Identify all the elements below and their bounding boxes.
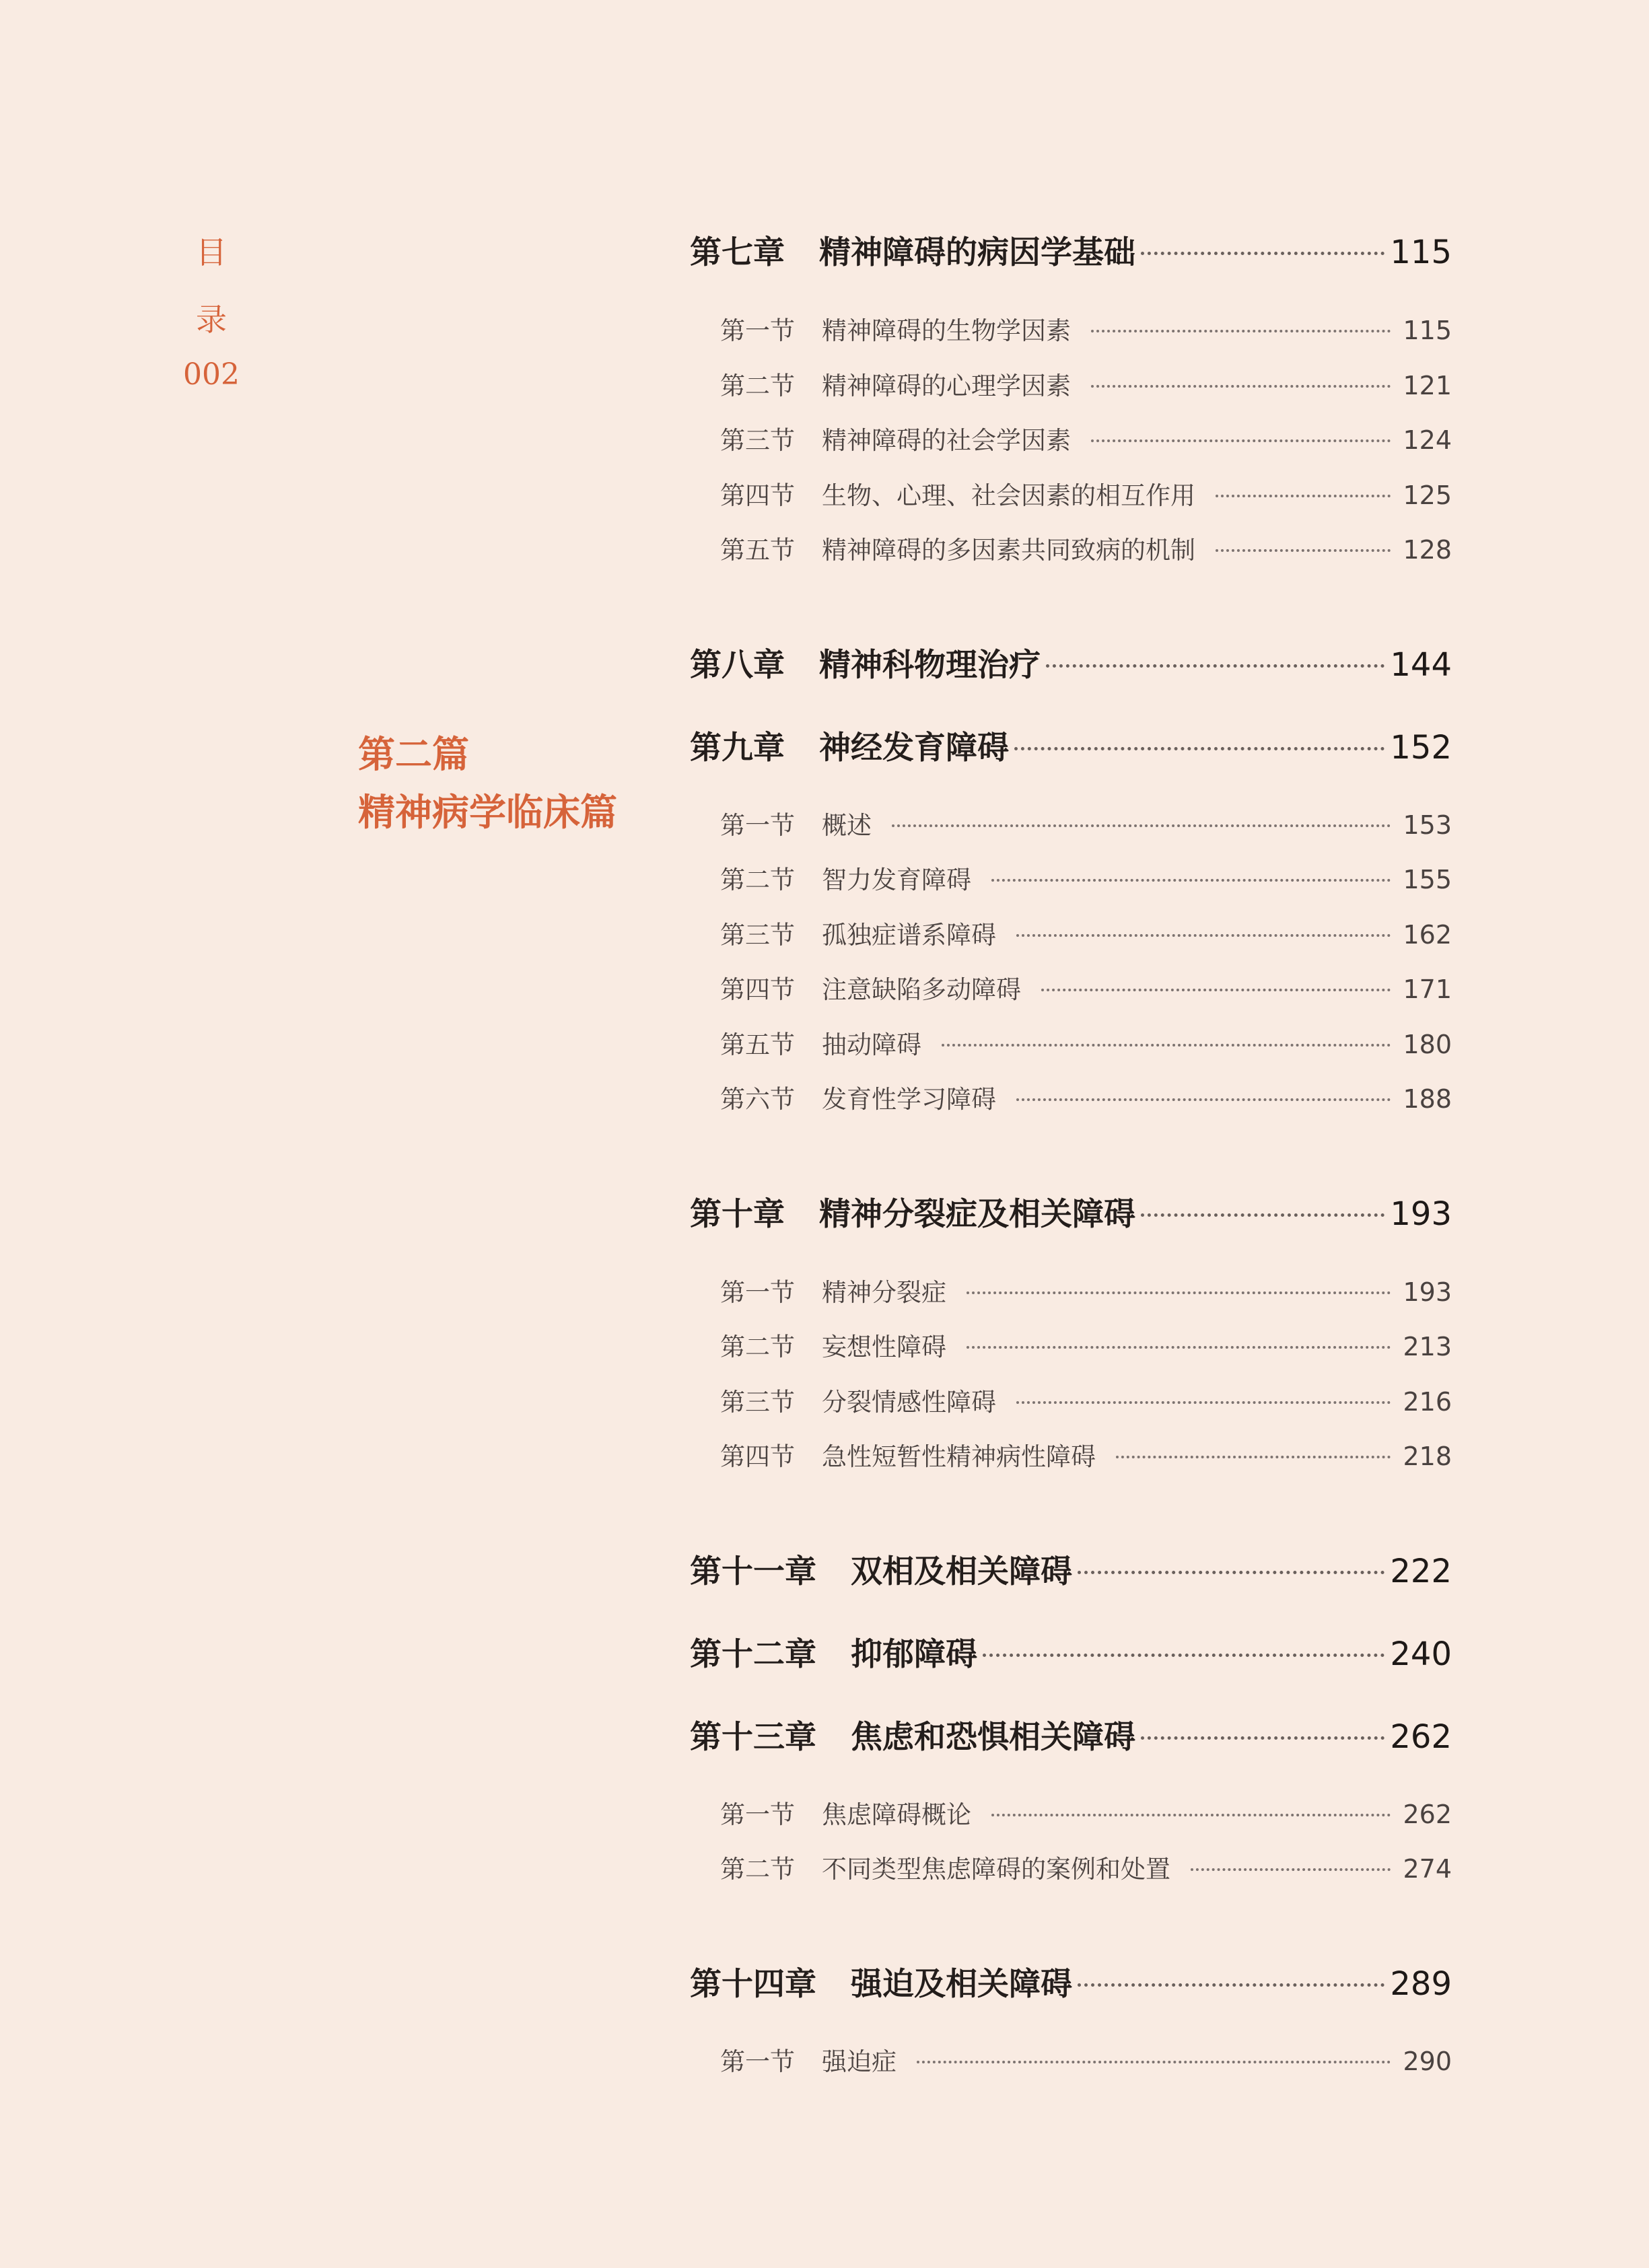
section-number: 第一节 bbox=[720, 2047, 795, 2076]
chapter-page: 152 bbox=[1390, 729, 1452, 767]
toc-chapter[interactable] bbox=[690, 1194, 1452, 1234]
section-number: 第一节 bbox=[720, 811, 795, 840]
leader-dots bbox=[967, 1291, 1391, 1294]
chapter-number: 第九章 bbox=[690, 730, 785, 767]
leader-dots bbox=[1216, 495, 1391, 497]
chapter-title: 强迫及相关障碍 bbox=[851, 1966, 1072, 2003]
section-number: 第二节 bbox=[720, 1855, 795, 1884]
leader-dots bbox=[892, 824, 1391, 827]
section-title: 焦虑障碍概论 bbox=[822, 1800, 971, 1829]
toc-section[interactable] bbox=[720, 479, 1452, 512]
toc-chapter[interactable] bbox=[690, 1551, 1452, 1592]
leader-dots bbox=[1141, 1736, 1384, 1740]
chapter-number: 第八章 bbox=[690, 647, 785, 684]
leader-dots bbox=[1078, 1571, 1384, 1574]
section-title: 精神障碍的生物学因素 bbox=[822, 316, 1071, 345]
leader-dots bbox=[1216, 549, 1391, 552]
leader-dots bbox=[1078, 1983, 1384, 1987]
chapter-number: 第十四章 bbox=[690, 1966, 816, 2003]
leader-dots bbox=[1191, 1868, 1391, 1871]
toc-chapter[interactable] bbox=[690, 1964, 1452, 2004]
section-title: 生物、心理、社会因素的相互作用 bbox=[822, 481, 1195, 510]
leader-dots bbox=[917, 2061, 1391, 2063]
section-title: 孤独症谱系障碍 bbox=[822, 921, 996, 950]
chapter-title: 精神障碍的病因学基础 bbox=[819, 234, 1135, 271]
section-number: 第三节 bbox=[720, 1388, 795, 1417]
section-title: 妄想性障碍 bbox=[822, 1333, 946, 1361]
leader-dots bbox=[1041, 989, 1391, 991]
toc-section[interactable] bbox=[720, 863, 1452, 896]
toc-section[interactable] bbox=[720, 1330, 1452, 1363]
toc-section[interactable] bbox=[720, 533, 1452, 567]
chapter-title: 精神分裂症及相关障碍 bbox=[819, 1196, 1135, 1233]
toc-section[interactable] bbox=[720, 1028, 1452, 1061]
part-number: 第二篇 bbox=[358, 732, 470, 776]
section-number: 第一节 bbox=[720, 1800, 795, 1829]
chapter-page: 144 bbox=[1390, 646, 1452, 684]
toc-section[interactable] bbox=[720, 2045, 1452, 2078]
toc-chapter[interactable] bbox=[690, 232, 1452, 273]
toc-section[interactable] bbox=[720, 1275, 1452, 1309]
leader-dots bbox=[967, 1346, 1391, 1349]
leader-dots bbox=[1091, 385, 1391, 388]
toc-section[interactable] bbox=[720, 972, 1452, 1006]
section-page: 216 bbox=[1403, 1387, 1452, 1417]
section-page: 180 bbox=[1403, 1030, 1452, 1059]
section-number: 第一节 bbox=[720, 316, 795, 345]
leader-dots bbox=[983, 1654, 1384, 1657]
section-number: 第二节 bbox=[720, 1333, 795, 1361]
chapter-title: 双相及相关障碍 bbox=[851, 1553, 1072, 1590]
toc-section[interactable] bbox=[720, 918, 1452, 952]
leader-dots bbox=[1141, 1213, 1384, 1217]
section-page: 193 bbox=[1403, 1277, 1452, 1307]
toc-side-label-1: 目 bbox=[196, 234, 227, 271]
section-title: 发育性学习障碍 bbox=[822, 1085, 996, 1114]
toc-side-label-2: 录 bbox=[196, 302, 227, 338]
section-number: 第二节 bbox=[720, 371, 795, 400]
leader-dots bbox=[1091, 330, 1391, 332]
section-page: 218 bbox=[1403, 1442, 1452, 1471]
section-number: 第四节 bbox=[720, 481, 795, 510]
toc-chapter[interactable] bbox=[690, 728, 1452, 768]
chapter-page: 240 bbox=[1390, 1635, 1452, 1673]
leader-dots bbox=[942, 1044, 1391, 1047]
section-title: 注意缺陷多动障碍 bbox=[822, 975, 1021, 1004]
chapter-page: 222 bbox=[1390, 1553, 1452, 1590]
chapter-title: 精神科物理治疗 bbox=[819, 647, 1041, 684]
section-page: 188 bbox=[1403, 1084, 1452, 1114]
section-title: 强迫症 bbox=[822, 2047, 897, 2076]
toc-section[interactable] bbox=[720, 808, 1452, 842]
section-page: 290 bbox=[1403, 2047, 1452, 2076]
section-number: 第三节 bbox=[720, 426, 795, 455]
chapter-page: 289 bbox=[1390, 1965, 1452, 2003]
section-number: 第六节 bbox=[720, 1085, 795, 1114]
section-page: 121 bbox=[1403, 371, 1452, 400]
chapter-number: 第十章 bbox=[690, 1196, 785, 1233]
leader-dots bbox=[1014, 747, 1384, 750]
section-page: 153 bbox=[1403, 810, 1452, 840]
chapter-page: 115 bbox=[1390, 234, 1452, 271]
chapter-page: 193 bbox=[1390, 1195, 1452, 1233]
section-number: 第二节 bbox=[720, 865, 795, 894]
leader-dots bbox=[1046, 664, 1384, 668]
section-title: 抽动障碍 bbox=[822, 1030, 921, 1059]
chapter-number: 第十一章 bbox=[690, 1553, 816, 1590]
section-page: 162 bbox=[1403, 920, 1452, 950]
leader-dots bbox=[1016, 1098, 1391, 1101]
toc-chapter[interactable] bbox=[690, 1717, 1452, 1757]
leader-dots bbox=[991, 879, 1391, 882]
chapter-title: 神经发育障碍 bbox=[819, 730, 1009, 767]
toc-section[interactable] bbox=[720, 423, 1452, 457]
toc-section[interactable] bbox=[720, 1440, 1452, 1473]
section-page: 124 bbox=[1403, 425, 1452, 455]
section-page: 274 bbox=[1403, 1854, 1452, 1884]
toc-chapter[interactable] bbox=[690, 645, 1452, 685]
section-title: 精神分裂症 bbox=[822, 1278, 946, 1307]
leader-dots bbox=[1016, 934, 1391, 937]
section-title: 急性短暂性精神病性障碍 bbox=[822, 1442, 1096, 1471]
toc-section[interactable] bbox=[720, 369, 1452, 402]
part-heading bbox=[358, 725, 617, 841]
section-number: 第三节 bbox=[720, 921, 795, 950]
chapter-title: 抑郁障碍 bbox=[851, 1636, 977, 1673]
leader-dots bbox=[1116, 1456, 1391, 1458]
section-title: 分裂情感性障碍 bbox=[822, 1388, 996, 1417]
section-number: 第四节 bbox=[720, 975, 795, 1004]
section-page: 128 bbox=[1403, 535, 1452, 565]
folio-page-number: 002 bbox=[183, 357, 240, 392]
section-page: 155 bbox=[1403, 865, 1452, 894]
section-page: 125 bbox=[1403, 481, 1452, 510]
section-number: 第五节 bbox=[720, 1030, 795, 1059]
leader-dots bbox=[991, 1814, 1391, 1816]
section-number: 第四节 bbox=[720, 1442, 795, 1471]
section-page: 171 bbox=[1403, 974, 1452, 1004]
section-page: 262 bbox=[1403, 1800, 1452, 1829]
chapter-number: 第十二章 bbox=[690, 1636, 816, 1673]
chapter-number: 第七章 bbox=[690, 234, 785, 271]
section-page: 115 bbox=[1403, 316, 1452, 345]
chapter-page: 262 bbox=[1390, 1718, 1452, 1756]
chapter-title: 焦虑和恐惧相关障碍 bbox=[851, 1719, 1135, 1756]
part-title: 精神病学临床篇 bbox=[358, 790, 618, 834]
section-title: 概述 bbox=[822, 811, 872, 840]
toc-chapter[interactable] bbox=[690, 1634, 1452, 1674]
section-number: 第五节 bbox=[720, 536, 795, 565]
leader-dots bbox=[1091, 439, 1391, 442]
toc-section[interactable] bbox=[720, 314, 1452, 347]
leader-dots bbox=[1016, 1401, 1391, 1404]
section-number: 第一节 bbox=[720, 1278, 795, 1307]
chapter-number: 第十三章 bbox=[690, 1719, 816, 1756]
section-title: 精神障碍的心理学因素 bbox=[822, 371, 1071, 400]
toc-section[interactable] bbox=[720, 1852, 1452, 1886]
section-title: 精神障碍的多因素共同致病的机制 bbox=[822, 536, 1195, 565]
leader-dots bbox=[1141, 252, 1384, 255]
section-page: 213 bbox=[1403, 1332, 1452, 1361]
toc-section[interactable] bbox=[720, 1082, 1452, 1116]
toc-section[interactable] bbox=[720, 1385, 1452, 1419]
section-title: 智力发育障碍 bbox=[822, 865, 971, 894]
section-title: 不同类型焦虑障碍的案例和处置 bbox=[822, 1855, 1170, 1884]
section-title: 精神障碍的社会学因素 bbox=[822, 426, 1071, 455]
toc-section[interactable] bbox=[720, 1798, 1452, 1831]
